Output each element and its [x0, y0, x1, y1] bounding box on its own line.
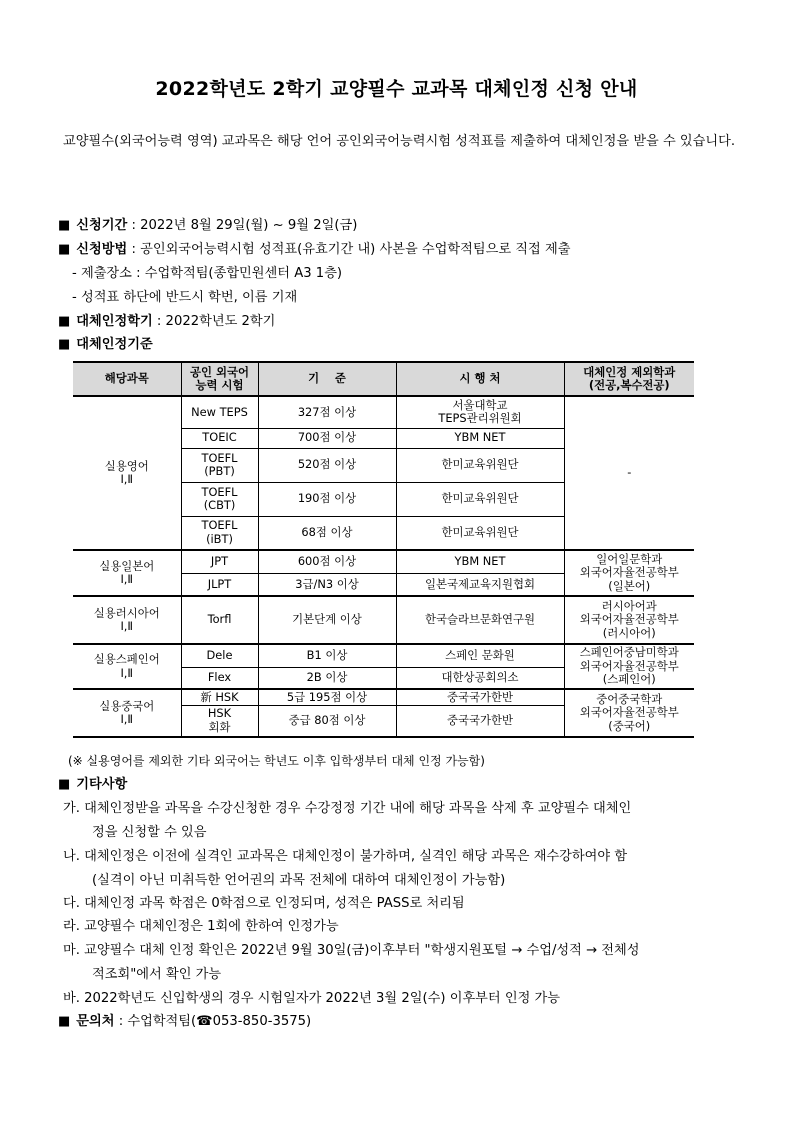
header-excluded: 대체인정 제외학과 (전공,복수전공) [564, 362, 694, 396]
org-cell: 스페인 문화원 [396, 644, 564, 667]
table-row [73, 596, 694, 644]
org-cell: 서울대학교 TEPS관리위원회 [396, 396, 564, 428]
test-cell: 新 HSK [181, 689, 258, 705]
bullet-square-icon: ■ [58, 314, 71, 329]
table-row [73, 550, 694, 573]
table-footnote: (※ 실용영어를 제외한 기타 외국어는 학년도 이후 입학생부터 대체 인정 가능함) [68, 754, 485, 768]
table-row [73, 689, 694, 705]
table-row [73, 644, 694, 667]
period-value: : 2022년 8월 29일(월) ~ 9월 2일(금) [127, 218, 358, 233]
test-cell: TOEIC [181, 428, 258, 448]
misc-item-da: 다. 대체인정 과목 학점은 0학점으로 인정되며, 성적은 PASS로 처리됨 [63, 896, 465, 911]
org-cell: 한국슬라브문화연구원 [396, 596, 564, 644]
excluded-russian: 러시아어과 외국어자율전공학부 (러시아어) [564, 596, 694, 644]
bullet-square-icon: ■ [58, 337, 71, 352]
excluded-spanish: 스페인어중남미학과 외국어자율전공학부 (스페인어) [564, 644, 694, 689]
excluded-japanese: 일어일문학과 외국어자율전공학부 (일본어) [564, 550, 694, 596]
misc-item-ra: 라. 교양필수 대체인정은 1회에 한하여 인정가능 [63, 919, 339, 934]
misc-item-na: 나. 대체인정은 이전에 실격인 교과목은 대체인정이 불가하며, 실격인 해당 과목은 재수강하여야 함 [63, 849, 628, 864]
standard-cell: 3급/N3 이상 [258, 573, 396, 596]
standard-cell: 5급 195점 이상 [258, 689, 396, 705]
test-cell: Torfl [181, 596, 258, 644]
org-cell: 일본국제교육지원협회 [396, 573, 564, 596]
method-label: 신청방법 [76, 242, 128, 257]
period-line [58, 214, 357, 233]
course-russian: 실용러시아어 Ⅰ,Ⅱ [73, 596, 181, 644]
bullet-square-icon: ■ [58, 777, 71, 792]
test-cell: HSK 회화 [181, 705, 258, 737]
intro-paragraph: 교양필수(외국어능력 영역) 교과목은 해당 언어 공인외국어능력시험 성적표를 제출하여 대체인정을 받을 수 있습니다. [63, 134, 736, 149]
standard-cell: 700점 이상 [258, 428, 396, 448]
course-chinese: 실용중국어 Ⅰ,Ⅱ [73, 689, 181, 737]
header-test: 공인 외국어 능력 시험 [181, 362, 258, 396]
header-standard: 기 준 [258, 362, 396, 396]
bullet-square-icon: ■ [58, 1014, 71, 1029]
org-cell: YBM NET [396, 550, 564, 573]
org-cell: 대한상공회의소 [396, 667, 564, 689]
misc-item-ba: 바. 2022학년도 신입학생의 경우 시험일자가 2022년 3월 2일(수) 이후부터 인정 가능 [63, 991, 560, 1006]
semester-line [58, 310, 275, 329]
contact-line [58, 1010, 311, 1029]
misc-item-ma: 마. 교양필수 대체 인정 확인은 2022년 9월 30일(금)이후부터 "학생지원포털 → 수업/성적 → 전체성 [63, 943, 640, 958]
excluded-chinese: 중어중국학과 외국어자율전공학부 (중국어) [564, 689, 694, 737]
misc-item-na-cont: (실격이 아닌 미취득한 언어권의 과목 전체에 대하여 대체인정이 가능함) [92, 873, 506, 888]
test-cell: Flex [181, 667, 258, 689]
misc-label: 기타사항 [76, 777, 128, 792]
method-sub-note: - 성적표 하단에 반드시 학번, 이름 기재 [72, 290, 298, 305]
org-cell: 한미교육위원단 [396, 516, 564, 550]
method-value: : 공인외국어능력시험 성적표(유효기간 내) 사본을 수업학적팀으로 직접 제출 [127, 242, 571, 257]
excluded-english: - [564, 396, 694, 550]
semester-label: 대체인정학기 [76, 314, 153, 329]
standard-cell: B1 이상 [258, 644, 396, 667]
test-cell: JPT [181, 550, 258, 573]
standard-cell: 190점 이상 [258, 482, 396, 516]
table-row [73, 396, 694, 428]
criteria-label: 대체인정기준 [76, 337, 153, 352]
contact-value: : 수업학적팀(☎053-850-3575) [114, 1014, 312, 1029]
misc-item-ga-cont: 정을 신청할 수 있음 [92, 825, 207, 840]
org-cell: 한미교육위원단 [396, 482, 564, 516]
method-sub-location: - 제출장소 : 수업학적팀(종합민원센터 A3 1층) [72, 266, 343, 281]
bullet-square-icon: ■ [58, 218, 71, 233]
test-cell: JLPT [181, 573, 258, 596]
method-line [58, 238, 570, 257]
bullet-square-icon: ■ [58, 242, 71, 257]
test-cell: TOEFL (PBT) [181, 448, 258, 482]
standard-cell: 2B 이상 [258, 667, 396, 689]
misc-item-ga: 가. 대체인정받을 과목을 수강신청한 경우 수강정정 기간 내에 해당 과목을 삭제 후 교양필수 대체인 [63, 801, 632, 816]
standard-cell: 327점 이상 [258, 396, 396, 428]
org-cell: 중국국가한반 [396, 689, 564, 705]
header-organization: 시 행 처 [396, 362, 564, 396]
semester-value: : 2022학년도 2학기 [152, 314, 276, 329]
criteria-table [73, 361, 694, 738]
org-cell: 중국국가한반 [396, 705, 564, 737]
standard-cell: 중급 80점 이상 [258, 705, 396, 737]
test-cell: TOEFL (iBT) [181, 516, 258, 550]
course-spanish: 실용스페인어 Ⅰ,Ⅱ [73, 644, 181, 689]
standard-cell: 520점 이상 [258, 448, 396, 482]
test-cell: Dele [181, 644, 258, 667]
misc-heading [58, 773, 127, 792]
misc-item-ma-cont: 적조회"에서 확인 가능 [92, 967, 222, 982]
criteria-line [58, 333, 153, 352]
period-label: 신청기간 [76, 218, 128, 233]
org-cell: 한미교육위원단 [396, 448, 564, 482]
standard-cell: 기본단계 이상 [258, 596, 396, 644]
standard-cell: 68점 이상 [258, 516, 396, 550]
course-english: 실용영어 Ⅰ,Ⅱ [73, 396, 181, 550]
test-cell: New TEPS [181, 396, 258, 428]
page-title: 2022학년도 2학기 교양필수 교과목 대체인정 신청 안내 [155, 78, 638, 100]
standard-cell: 600점 이상 [258, 550, 396, 573]
test-cell: TOEFL (CBT) [181, 482, 258, 516]
table-header-row [73, 362, 694, 396]
header-course: 해당과목 [73, 362, 181, 396]
org-cell: YBM NET [396, 428, 564, 448]
contact-label: 문의처 [76, 1014, 115, 1029]
course-japanese: 실용일본어 Ⅰ,Ⅱ [73, 550, 181, 596]
